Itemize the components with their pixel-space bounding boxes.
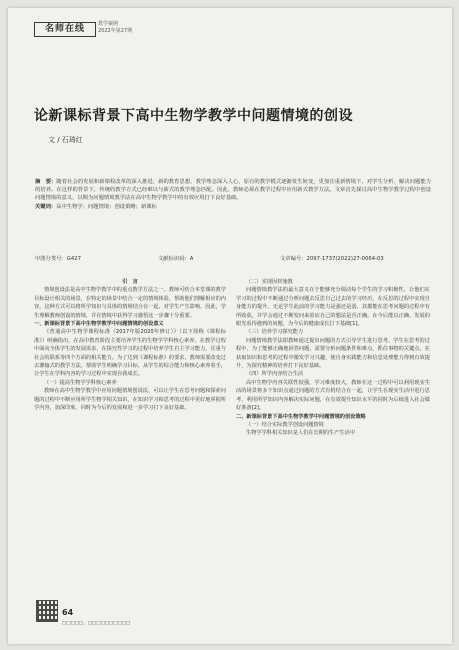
keywords-label: 关键词： xyxy=(35,203,57,210)
article-number: 文章编号：2097-1737(2022)27-0064-03 xyxy=(280,256,384,262)
section-1-3-heading: （三）培养学习探究能力 xyxy=(246,329,304,336)
journal-issue: 2022年第27期 xyxy=(98,28,133,34)
section-2-1-heading: （一）结合实际教学创设问题情境 xyxy=(246,421,324,428)
abstract-block xyxy=(35,178,431,211)
keywords-text: 高中生物学；问题情境；创设策略；新课标 xyxy=(56,203,157,210)
section-1-1-heading: （一）提高生物学学科核心素养 xyxy=(44,379,117,386)
section-1-4-paragraph: 高中生物学内容关联性较强，学习难度较大，教师在这一过程中可以利用现实生活的场景将多个知识点通过问题的方式有机结合在一起，让学生在现实生活中进行思考，利用所学知识内容解决实际问题，在有效提升知识水平的同时为后续进入社会做好准备[2]。 xyxy=(236,379,430,412)
clc-number: 中图分类号：G427 xyxy=(35,256,81,262)
right-column xyxy=(236,278,430,438)
section-1-2-paragraph: 问题情境教学法的最大意义在于能够充分调动每个学生的学习积极性，让他们在学习的过程中不断通过分析问题去反思自己过去的学习经历，在反思的过程中实现自身能力的提升。无论学生此前的学习能力是强还是弱，其都能在思考问题的过程中有所收获，并学会通过不断发问来验证自己的想法是否正确。在今后能以正确、发展的眼光看待遇到的问题，为今后的健康成长打下基础[1]。 xyxy=(236,287,430,328)
intro-paragraph: 情境创设法是高中生物学教学中的重点教学方法之一。教师可结合本堂课的教学目标设计相关的场景，在特定的场景中结合一定的情境体验，帮助他们理解相应的内容。这种方式可以将所学知识与具体的情境结合在一起，对学生产生影响。因此，学生理解教师创设的情境，并在情境中获得学习感悟这一步骤十分重要。 xyxy=(34,287,226,319)
journal-logo: 名师在线 xyxy=(34,22,96,37)
document-code: 文献标识码：A xyxy=(158,256,194,262)
section-1-heading: 一、新课标背景下高中生物学教学中问题情境的创设意义 xyxy=(34,321,164,328)
section-1-1-paragraph: 教师在高中生物学教学中应用问题情境创设法，可以让学生在思考问题和探索问题的过程中不断应用所学生物学相关知识，在知识学习和思考的过程中更好地掌握所学内容，加深印象，同时为今后的发展和进一步学习打下良好基础。 xyxy=(34,388,226,412)
section-1-4-heading: （四）所学内容结合生活 xyxy=(246,371,304,378)
journal-issue-info xyxy=(98,21,132,35)
qr-code-icon xyxy=(36,600,58,622)
section-1-3-paragraph: 问题情境教学法即教师通过提出问题的方式引导学生进行思考。学生在思考的过程中，为了能够正确地回答问题，需要分析问题条件和难点，抓住事物的关键点，在获取知识和思考的过程中激发学习兴趣，使自身实践能力和信息处理能力得到有效提升，为探究精神的培养打下良好基础。 xyxy=(236,337,430,370)
journal-section: 教学案例 xyxy=(98,21,119,27)
section-1-paragraph: 《普通高中生物学课程标准（2017年版2020年修订）》（以下简称《课程标准》）明确指出，在高中教育阶段主要培养学生的生物学学科核心素养，在教学过程中面向全体学生的发展需求，在探究性学习的过程中培养学生自主学习能力，注重与社会的联系等四个方面的相关能力。为了达到《课程标准》的要求，教师需要改变过去灌输式的教学方法，帮助学生明确学习目标，从学生的综合能力和核心素养着手，让学生在学科内容的学习过程中实现自我成长。 xyxy=(34,329,226,378)
footer-note: □□□□□，□□□□□□□□□□ xyxy=(62,621,131,626)
section-2-1-paragraph: 生物学学科相关知识是人们在长期的生产生活中 xyxy=(246,430,355,437)
article-title: 论新课标背景下高中生物学教学中问题情境的创设 xyxy=(34,108,353,124)
page-number: 64 xyxy=(62,608,74,617)
abstract-text: 随着社会的发展和新课程改革的深入推进，新的教育思想、教学理念深入人心，原有的教学模式逐渐发生转变，更加注重新情境下，对学生分析、解决问题能力的培养。在这样的背景下，传统的教学方式已经难以与新式的教学理念匹配。因此，教师必须在教学过程中应用新式教学方法。文章首先探讨高中生物学教学过程中创设问题情境的意义，以期为问题情境教学法在高中生物学教学中的有效应用打下良好基础。 xyxy=(35,179,431,202)
intro-heading: 引 言 xyxy=(122,279,138,285)
article-author: 文 / 石琦红 xyxy=(48,136,83,144)
abstract-label: 摘 要： xyxy=(35,179,57,185)
section-1-2-heading: （二）实现因材施教 xyxy=(246,279,293,285)
journal-page xyxy=(8,8,452,644)
section-2-heading: 二、新课标背景下高中生物学教学中问题情境的创设策略 xyxy=(236,413,366,420)
left-column xyxy=(34,278,226,413)
